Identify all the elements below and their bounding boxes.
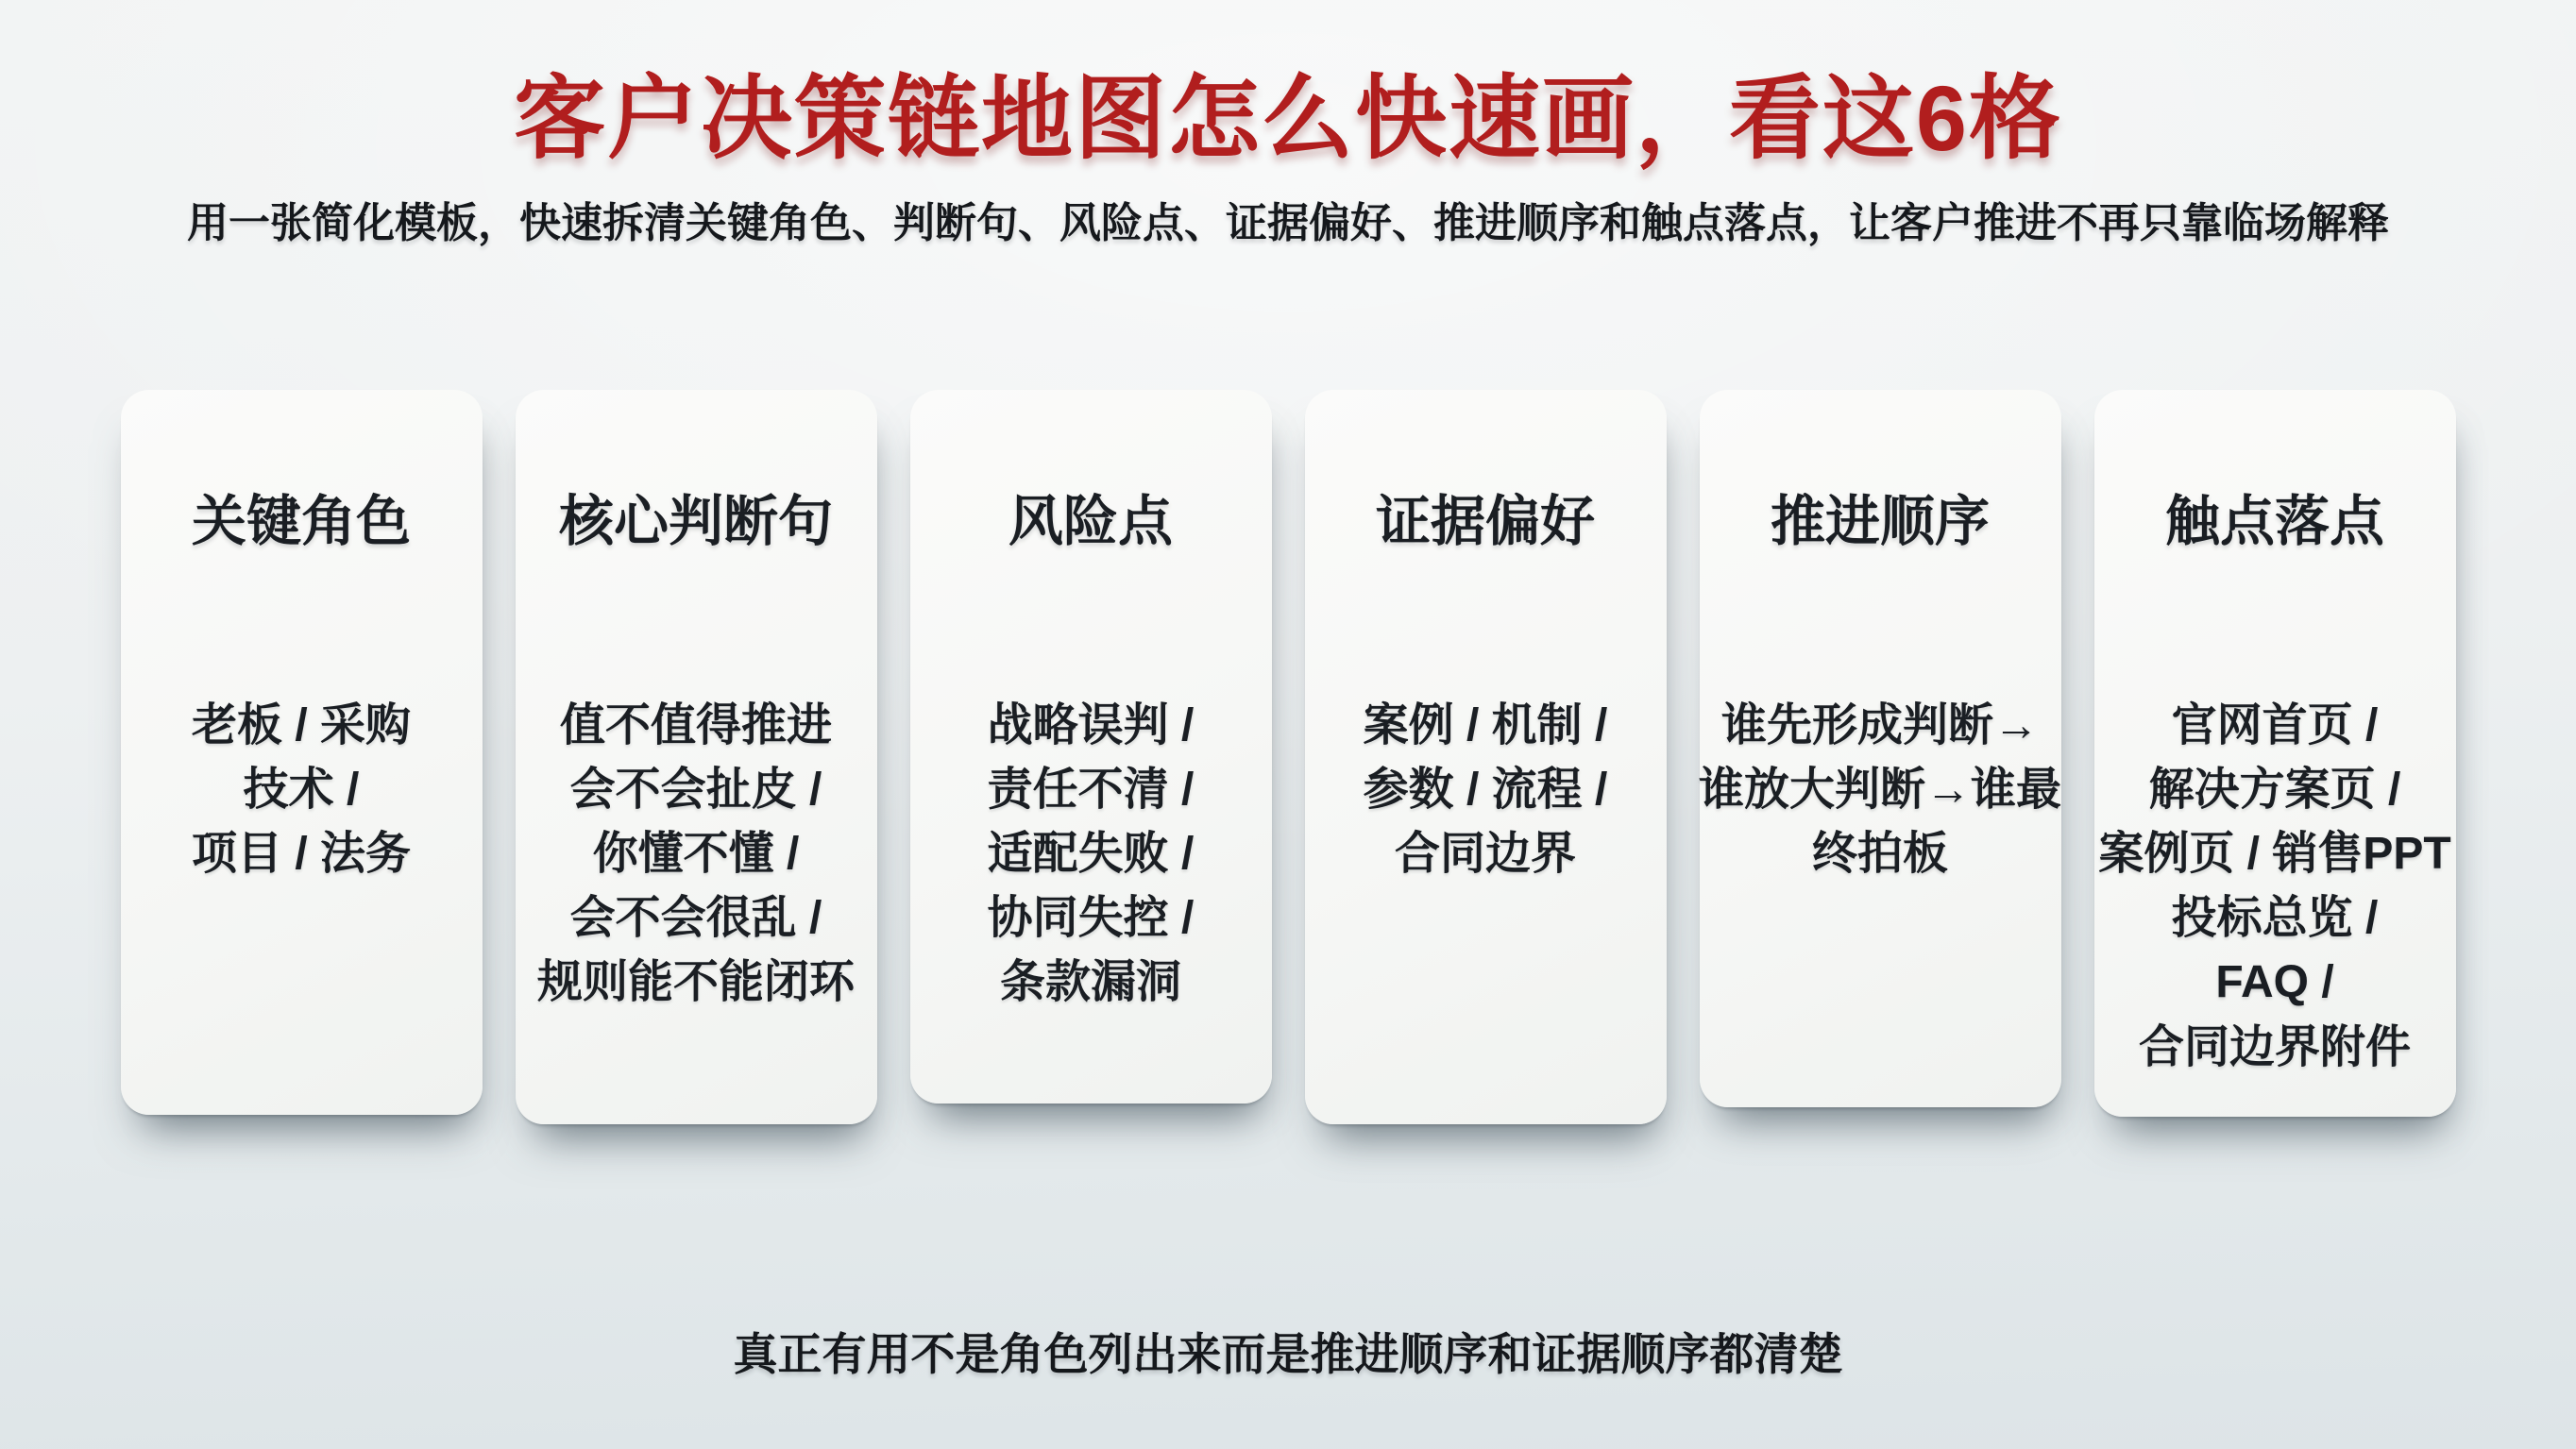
- card-3: [910, 390, 1272, 1104]
- card-body-line: 你懂不懂 /: [592, 829, 800, 880]
- card-header: 关键角色: [191, 490, 411, 552]
- card-body-line: 案例 / 机制 /: [1363, 699, 1608, 750]
- card-body-line: 投标总览 /: [2171, 893, 2379, 944]
- card-body-line: 适配失败 /: [987, 829, 1195, 880]
- card-header: 证据偏好: [1375, 490, 1595, 552]
- card-body: [982, 694, 1200, 1016]
- card-body-line: 参数 / 流程 /: [1363, 764, 1608, 815]
- card-body-line: 责任不清 /: [987, 764, 1195, 815]
- card-body-line: 谁放大判断→谁最: [1699, 764, 2062, 815]
- card-body-line: 会不会很乱 /: [569, 893, 822, 944]
- card-body-line: 老板 / 采购: [191, 699, 411, 750]
- card-4: [1305, 390, 1667, 1124]
- card-body-line: 案例页 / 销售PPT: [2098, 829, 2451, 880]
- card-body-line: 谁先形成判断→: [1721, 699, 2040, 750]
- card-header: 风险点: [1008, 490, 1173, 552]
- card-5: [1700, 390, 2061, 1107]
- card-body: [186, 694, 416, 886]
- card-body-line: 合同边界附件: [2138, 1021, 2411, 1072]
- card-body-line: 条款漏洞: [999, 957, 1181, 1008]
- card-body-line: 解决方案页 /: [2148, 764, 2401, 815]
- card-body-line: FAQ /: [2215, 957, 2334, 1008]
- card-body-line: 技术 /: [243, 764, 360, 815]
- card-header: 触点落点: [2164, 490, 2384, 552]
- card-body-line: 合同边界: [1394, 829, 1576, 880]
- card-body-line: 官网首页 /: [2171, 699, 2379, 750]
- card-2: [516, 390, 877, 1124]
- card-body-line: 终拍板: [1812, 829, 1949, 880]
- page-title: 客户决策链地图怎么快速画，看这6格: [514, 67, 2062, 170]
- cards-row: [0, 390, 2576, 1124]
- card-body: [2093, 694, 2456, 1080]
- card-body-line: 值不值得推进: [559, 699, 832, 750]
- card-body: [1358, 694, 1614, 886]
- card-body: [1693, 694, 2067, 886]
- card-1: [121, 390, 483, 1115]
- card-body-line: 协同失控 /: [987, 893, 1195, 944]
- card-body-line: 项目 / 法务: [191, 829, 411, 880]
- card-body: [532, 694, 860, 1016]
- card-header: 推进顺序: [1770, 490, 1990, 552]
- card-6: [2094, 390, 2456, 1117]
- card-body-line: 规则能不能闭环: [536, 957, 855, 1008]
- footer-note: 真正有用不是角色列出来而是推进顺序和证据顺序都清楚: [733, 1329, 1843, 1379]
- card-body-line: 会不会扯皮 /: [569, 764, 822, 815]
- card-body-line: 战略误判 /: [987, 699, 1195, 750]
- card-header: 核心判断句: [558, 490, 833, 552]
- page-subtitle: 用一张简化模板，快速拆清关键角色、判断句、风险点、证据偏好、推进顺序和触点落点，让客户推进不再只靠临场解释: [187, 199, 2389, 246]
